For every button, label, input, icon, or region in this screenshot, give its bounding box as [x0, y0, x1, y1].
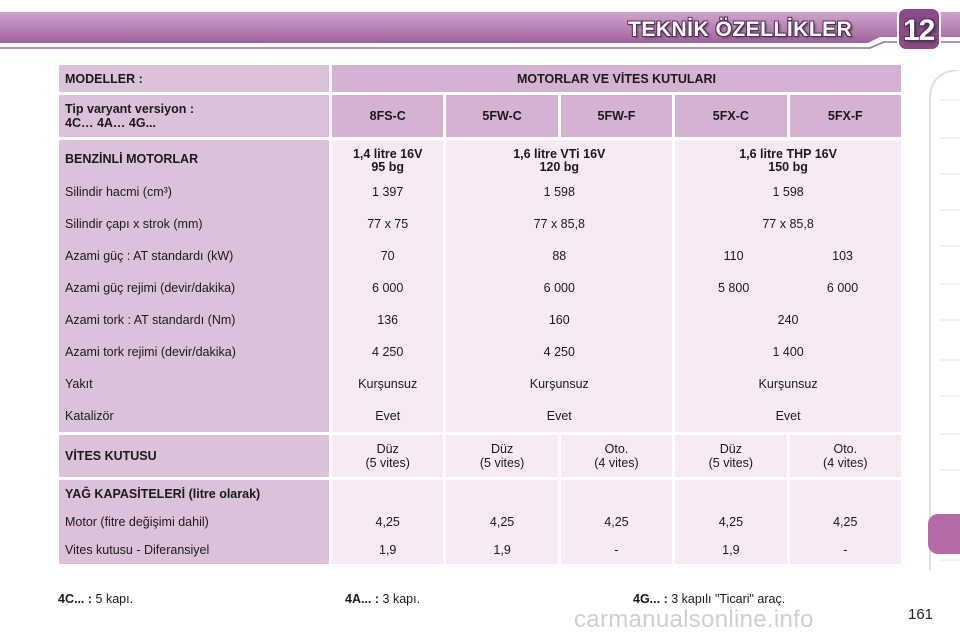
footnote-key: 4G... : [633, 592, 668, 606]
spec-label: Azami güç : AT standardı (kW) [65, 249, 234, 263]
oil-value: 1,9 [379, 543, 397, 557]
spec-label: Yakıt [65, 377, 93, 391]
oil-value: - [843, 543, 848, 557]
oil-section-title: YAĞ KAPASİTELERİ (litre olarak) [65, 487, 261, 501]
page-number: 161 [908, 606, 934, 623]
oil-value: 1,9 [722, 543, 740, 557]
variant-code: 8FS-C [332, 95, 443, 137]
spec-value: 77 x 75 [367, 217, 409, 231]
spec-value: 6 000 [543, 281, 575, 295]
engine-name: 1,6 litre VTi 16V 120 bg [513, 147, 606, 174]
spec-value: 5 800 [717, 281, 750, 295]
spec-value: 4 250 [372, 345, 404, 359]
petrol-section-title: BENZİNLİ MOTORLAR [65, 152, 199, 166]
variant-code: 5FX-C [675, 95, 786, 137]
spec-value: Evet [546, 409, 572, 423]
oil-value: 4,25 [833, 515, 858, 529]
spec-value: Evet [775, 409, 801, 423]
spec-label: Azami tork : AT standardı (Nm) [65, 313, 236, 327]
spec-label: Silindir çapı x strok (mm) [65, 217, 203, 231]
oil-labels [59, 480, 329, 564]
spec-value: 1 598 [543, 185, 575, 199]
engine-name: 1,6 litre THP 16V 150 bg [739, 147, 837, 174]
gearbox-value: Düz (5 vites) [332, 435, 443, 477]
spec-value-split [679, 240, 897, 272]
spec-value: 110 [723, 249, 744, 263]
engines-header: MOTORLAR VE VİTES KUTULARI [332, 65, 901, 92]
gearbox-value: Oto. (4 vites) [790, 435, 901, 477]
gearbox-value: Düz (5 vites) [675, 435, 786, 477]
oil-label: Motor (fitre değişimi dahil) [65, 515, 209, 529]
footnote-key: 4A... : [345, 592, 380, 606]
oil-value: 1,9 [493, 543, 511, 557]
variant-code: 5FW-C [446, 95, 557, 137]
chapter-number: 12 [903, 14, 935, 47]
chapter-tab-12-active[interactable] [928, 514, 960, 554]
spec-label: Azami güç rejimi (devir/dakika) [65, 281, 236, 295]
spec-value: Kurşunsuz [529, 377, 589, 391]
gearbox-label: VİTES KUTUSU [59, 435, 329, 477]
oil-value: 4,25 [375, 515, 400, 529]
spec-value: Kurşunsuz [758, 377, 818, 391]
spec-value: 1 400 [772, 345, 804, 359]
engine-1-column [332, 140, 443, 432]
engine-name: 1,4 litre 16V 95 bg [352, 147, 423, 174]
engine-spec-labels [59, 140, 329, 432]
oil-column [675, 480, 786, 564]
spec-value: 240 [777, 313, 799, 327]
oil-value: 4,25 [604, 515, 629, 529]
variant-code: 5FW-F [561, 95, 672, 137]
spec-value: 6 000 [826, 281, 859, 295]
footnote-4g [633, 592, 785, 606]
oil-label: Vites kutusu - Diferansiyel [65, 543, 210, 557]
footnote-text: 3 kapılı "Ticari" araç. [671, 592, 786, 606]
oil-value: 4,25 [718, 515, 744, 529]
engine-3-column [675, 140, 901, 432]
footnote-key: 4C... : [58, 592, 93, 606]
spec-label: Katalizör [65, 409, 114, 423]
oil-column [446, 480, 557, 564]
models-header: MODELLER : [59, 65, 329, 92]
oil-column [561, 480, 672, 564]
footnote-4c [58, 592, 133, 606]
spec-value-split [679, 272, 897, 304]
spec-value: 160 [548, 313, 570, 327]
spec-value: 4 250 [543, 345, 575, 359]
spec-value: 88 [552, 249, 567, 263]
spec-label: Azami tork rejimi (devir/dakika) [65, 345, 236, 359]
oil-column [790, 480, 901, 564]
spec-value: 77 x 85,8 [533, 217, 585, 231]
engine-2-column [446, 140, 672, 432]
variant-label: Tip varyant versiyon : 4C… 4A… 4G... [59, 95, 329, 137]
spec-value: 6 000 [372, 281, 404, 295]
oil-column [332, 480, 443, 564]
spec-value: 1 598 [772, 185, 804, 199]
spec-value: Kurşunsuz [358, 377, 418, 391]
footnote-text: 5 kapı. [95, 592, 134, 606]
spec-value: 1 397 [372, 185, 404, 199]
footnote-4a [345, 592, 420, 606]
footnote-text: 3 kapı. [382, 592, 421, 606]
spec-label: Silindir hacmi (cm³) [65, 185, 172, 199]
oil-value: 4,25 [489, 515, 515, 529]
page-title: TEKNİK ÖZELLİKLER [628, 18, 853, 41]
variant-code: 5FX-F [790, 95, 901, 137]
gearbox-value: Düz (5 vites) [446, 435, 557, 477]
chapter-tabs [928, 70, 960, 570]
spec-value: 103 [832, 249, 853, 263]
page-header [0, 0, 960, 56]
spec-value: Evet [375, 409, 401, 423]
oil-value: - [614, 543, 619, 557]
watermark: carmanualsonline.info [574, 606, 814, 633]
gearbox-value: Oto. (4 vites) [561, 435, 672, 477]
spec-table [56, 62, 904, 567]
spec-value: 70 [380, 249, 395, 263]
tabs-outline [928, 70, 960, 570]
spec-value: 136 [377, 313, 399, 327]
spec-value: 77 x 85,8 [762, 217, 814, 231]
